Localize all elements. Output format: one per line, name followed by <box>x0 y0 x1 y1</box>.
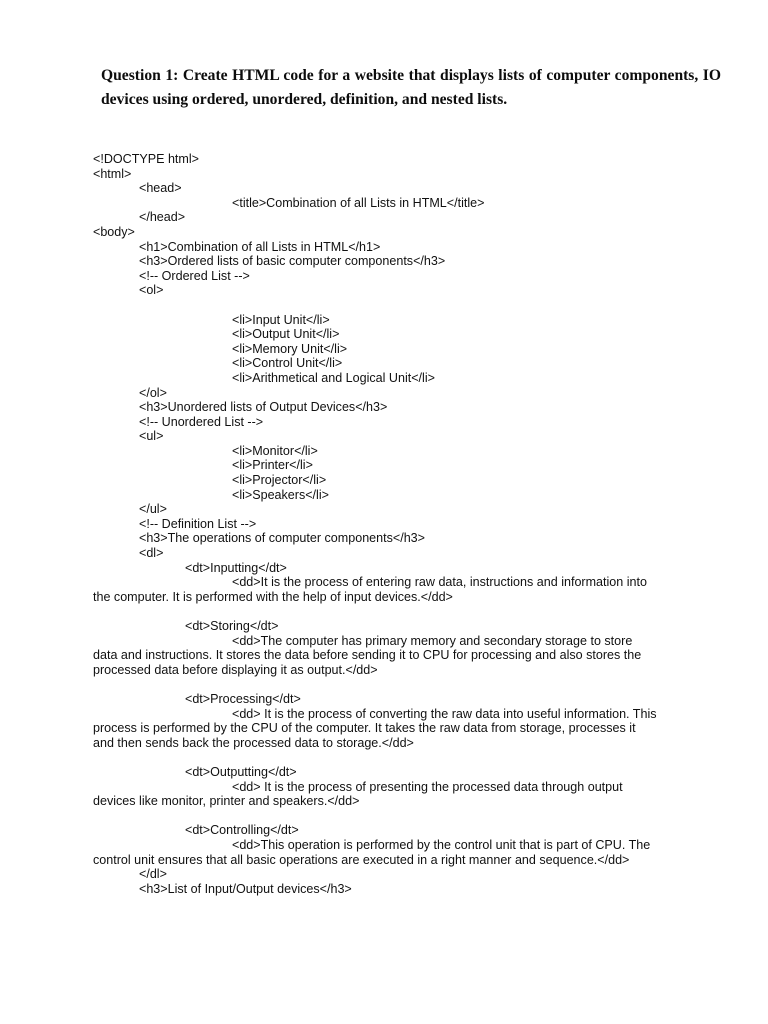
code-line: <dd>It is the process of entering raw data, instructions and information into <box>232 575 647 590</box>
code-line: </ol> <box>139 385 167 400</box>
code-line: <h3>The operations of computer components</h3> <box>139 531 425 546</box>
code-line: <h3>List of Input/Output devices</h3> <box>139 881 352 896</box>
code-line: devices like monitor, printer and speakers.</dd> <box>93 794 360 809</box>
code-line: <li>Monitor</li> <box>232 443 318 458</box>
code-line: <head> <box>139 181 182 196</box>
code-line: <li>Input Unit</li> <box>232 312 330 327</box>
blank-line <box>93 809 725 824</box>
code-line: process is performed by the CPU of the computer. It takes the raw data from storage, processes it <box>93 721 636 736</box>
code-line: <ol> <box>139 283 164 298</box>
code-line: <!-- Definition List --> <box>139 516 257 531</box>
code-line: <dt>Processing</dt> <box>185 691 301 706</box>
code-line: <li>Arithmetical and Logical Unit</li> <box>232 370 435 385</box>
blank-line <box>93 298 725 313</box>
code-line: processed data before displaying it as output.</dd> <box>93 662 378 677</box>
code-line: <h3>Ordered lists of basic computer components</h3> <box>139 254 446 269</box>
code-line: <title>Combination of all Lists in HTML</title> <box>232 195 485 210</box>
code-line: <dd> It is the process of presenting the processed data through output <box>232 779 623 794</box>
code-line: <dt>Inputting</dt> <box>185 560 287 575</box>
code-line: <dd>This operation is performed by the control unit that is part of CPU. The <box>232 837 651 852</box>
blank-line <box>93 677 725 692</box>
code-line: <!-- Ordered List --> <box>139 268 250 283</box>
code-line: <h3>Unordered lists of Output Devices</h3> <box>139 400 388 415</box>
code-line: <dt>Controlling</dt> <box>185 823 299 838</box>
code-line: control unit ensures that all basic operations are executed in a right manner and sequence.</dd> <box>93 852 630 867</box>
code-line: <!DOCTYPE html> <box>93 152 199 166</box>
code-line: <li>Memory Unit</li> <box>232 341 348 356</box>
code-line: and then sends back the processed data to storage.</dd> <box>93 735 414 750</box>
code-line: <html> <box>93 166 132 181</box>
code-line: <dl> <box>139 546 164 561</box>
code-line: <ul> <box>139 429 164 444</box>
code-line: <h1>Combination of all Lists in HTML</h1> <box>139 239 381 254</box>
code-line: <dt>Outputting</dt> <box>185 764 297 779</box>
question-heading: Question 1: Create HTML code for a website that displays lists of computer components, IO devices using ordered, unordered, definition, and nested lists. <box>101 67 721 108</box>
code-listing <box>93 152 725 896</box>
code-line: <li>Projector</li> <box>232 473 327 488</box>
code-line: <li>Printer</li> <box>232 458 313 473</box>
code-line: the computer. It is performed with the help of input devices.</dd> <box>93 589 453 604</box>
code-line: <li>Speakers</li> <box>232 487 329 502</box>
code-line: <dd> It is the process of converting the raw data into useful information. This <box>232 706 657 721</box>
code-line: </dl> <box>139 867 167 882</box>
blank-line <box>93 604 725 619</box>
code-line: <dt>Storing</dt> <box>185 619 279 633</box>
code-line: </head> <box>139 210 186 225</box>
code-line: <!-- Unordered List --> <box>139 414 264 429</box>
code-line: </ul> <box>139 502 167 517</box>
code-line: <li>Control Unit</li> <box>232 356 343 371</box>
blank-line <box>93 750 725 765</box>
code-line: <body> <box>93 224 135 239</box>
code-line: data and instructions. It stores the data before sending it to CPU for processing and also stores the <box>93 648 642 663</box>
code-line: <li>Output Unit</li> <box>232 327 340 342</box>
code-line: <dd>The computer has primary memory and secondary storage to store <box>232 633 633 648</box>
